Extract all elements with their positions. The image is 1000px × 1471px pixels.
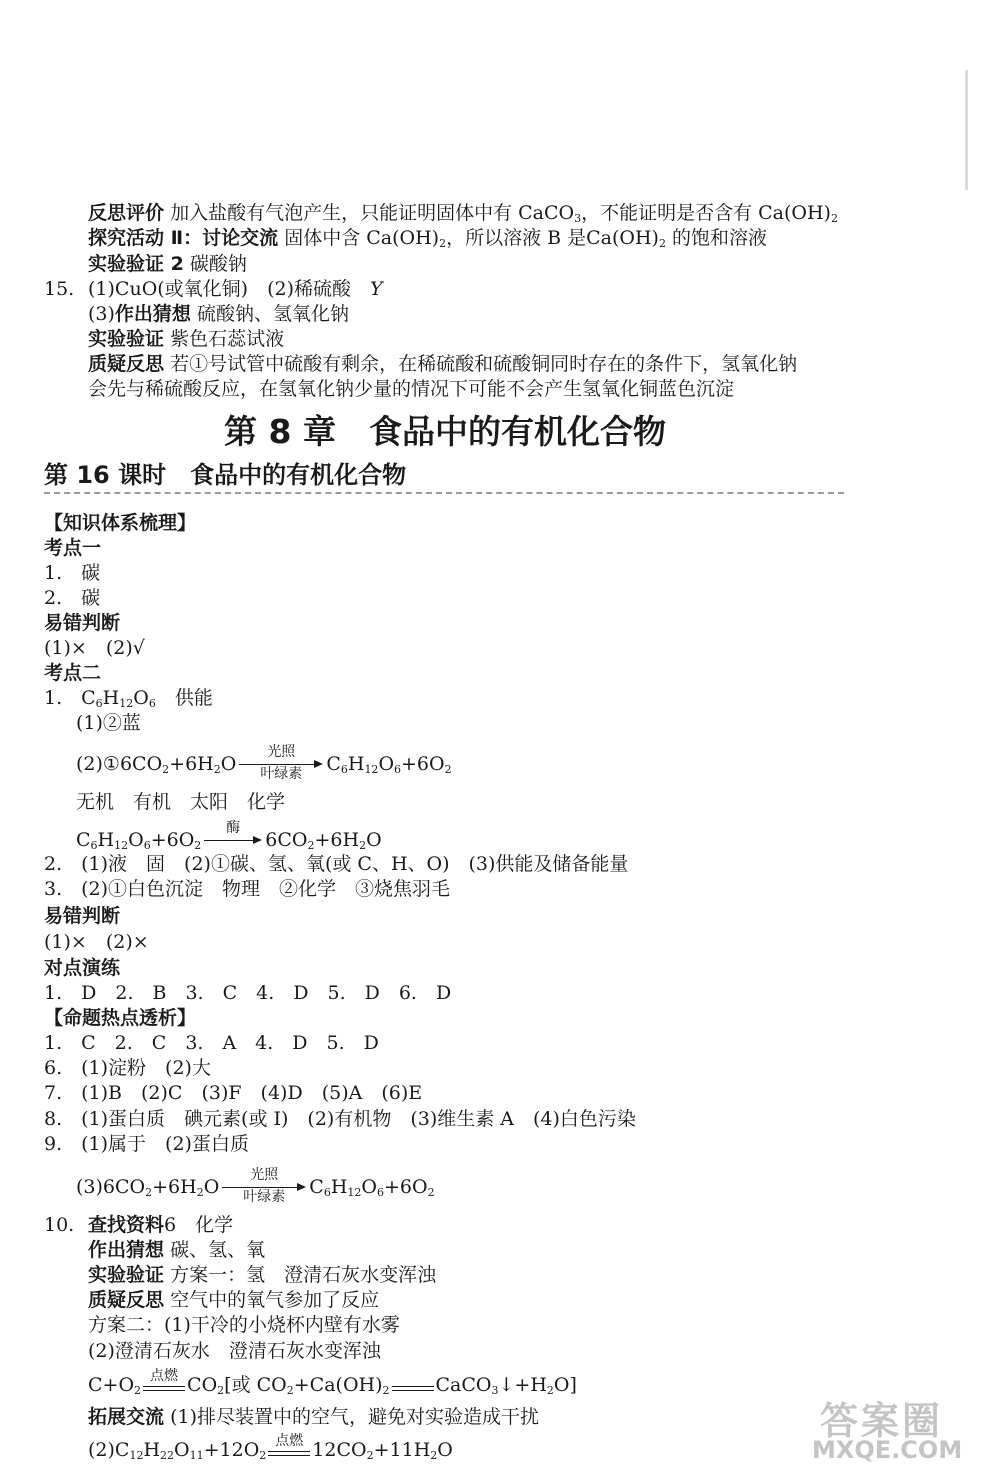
q15-line4: 质疑反思 若①号试管中硫酸有剩余，在稀硫酸和硫酸铜同时存在的条件下，氢氧化钠	[88, 353, 798, 375]
q10-number: 10.	[44, 1214, 75, 1236]
section-title-knowledge: 【知识体系梳理】	[44, 512, 197, 534]
hotspot-answer-1-5: 1. C 2. C 3. A 4. D 5. D	[44, 1032, 379, 1054]
respiration-equation: $C_6H_{12}O_6+6O_2$ 酶 $6CO_2+6H_2O$	[76, 820, 382, 861]
reaction-arrow: 酶	[204, 821, 262, 861]
q10-extension: 拓展交流 (1)排尽装置中的空气，避免对实验造成干扰	[88, 1406, 539, 1428]
err1-heading: 易错判断	[44, 612, 121, 634]
q15-line1: (1)CuO(或氧化铜) (2)稀硫酸 Y	[88, 278, 383, 300]
q10-line1: 查找资料6 化学	[88, 1214, 234, 1236]
q10-doubt: 质疑反思 空气中的氧气参加了反应	[88, 1289, 380, 1311]
watermark-url: MXQE.COM	[812, 1436, 963, 1464]
kp1-heading: 考点一	[44, 537, 102, 559]
lesson-title: 第 16 课时 食品中的有机化合物	[44, 461, 407, 489]
q15-line3: 实验验证 紫色石蕊试液	[88, 328, 285, 350]
dashed-divider	[44, 492, 844, 494]
q10-verify: 实验验证 方案一：氢 澄清石灰水变浑浊	[88, 1264, 437, 1286]
hotspot-answer-9: 9. (1)属于 (2)蛋白质	[44, 1133, 249, 1155]
photosynthesis-equation: $(2)①6CO_2+6H_2O$ 光照 叶绿素 $C_6H_{12}O_6+6O_2$	[76, 744, 452, 785]
verify2-line: 实验验证 2 碳酸钠	[88, 253, 247, 275]
practice-heading: 对点演练	[44, 957, 121, 979]
err2-answers: (1)× (2)×	[44, 931, 149, 953]
combustion-equation: $C+O_2$ 点燃 $CO_2$[或 $CO_2+Ca(OH)_2$ $CaCO_3↓+H_2O$]	[88, 1368, 577, 1403]
q15-number: 15.	[44, 278, 75, 300]
q10-plan2: 方案二：(1)干冷的小烧杯内壁有水雾	[88, 1314, 400, 1336]
page-edge-shadow	[965, 70, 968, 190]
site-watermark	[800, 1390, 990, 1466]
q10-plan2-2: (2)澄清石灰水 澄清石灰水变浑浊	[88, 1340, 381, 1362]
kp1-answer-2: 2. 碳	[44, 587, 101, 609]
energy-words: 无机 有机 太阳 化学	[76, 791, 286, 813]
sucrose-equation: $(2)C_{12}H_{22}O_{11}+12O_2$ 点燃 $12CO_2+11H_2O$	[88, 1433, 453, 1468]
section-title-hotspot: 【命题热点透析】	[44, 1007, 197, 1029]
explore-line: 探究活动 Ⅱ：讨论交流 固体中含 $Ca(OH)_2$，所以溶液 B 是$Ca(OH)_2$ 的饱和溶液	[88, 227, 768, 250]
kp2-answer-3: 3. (2)①白色沉淀 物理 ②化学 ③烧焦羽毛	[44, 878, 451, 900]
hotspot-photosynthesis-equation: $(3)6CO_2+6H_2O$ 光照 叶绿素 $C_6H_{12}O_6+6O_2$	[76, 1167, 435, 1208]
q15-line2: (3)作出猜想 硫酸钠、氢氧化钠	[88, 303, 349, 325]
err1-answers: (1)× (2)√	[44, 637, 145, 659]
hotspot-answer-8: 8. (1)蛋白质 碘元素(或 I) (2)有机物 (3)维生素 A (4)白色污染	[44, 1108, 636, 1130]
err2-heading: 易错判断	[44, 905, 121, 927]
kp2-answer-2: 2. (1)液 固 (2)①碳、氢、氧(或 C、H、O) (3)供能及储备能量	[44, 853, 629, 875]
kp2-heading: 考点二	[44, 662, 102, 684]
kp2-answer-1: 1. $C_6H_{12}O_6$ 供能	[44, 687, 213, 710]
kp1-answer-1: 1. 碳	[44, 562, 101, 584]
hotspot-answer-6: 6. (1)淀粉 (2)大	[44, 1057, 211, 1079]
reflect-line: 反思评价 加入盐酸有气泡产生，只能证明固体中有 CaCO$_3$，不能证明是否含有 $Ca(OH)_2$	[88, 202, 838, 225]
reaction-arrow: 光照 叶绿素	[239, 745, 323, 785]
practice-answers: 1. D 2. B 3. C 4. D 5. D 6. D	[44, 982, 452, 1004]
equal-sign: 点燃	[143, 1369, 185, 1403]
equal-sign	[392, 1369, 434, 1403]
chapter-title: 第 8 章 食品中的有机化合物	[224, 412, 666, 451]
q15-line5: 会先与稀硫酸反应，在氢氧化钠少量的情况下可能不会产生氢氧化铜蓝色沉淀	[88, 378, 735, 400]
kp2-blue: (1)②蓝	[76, 712, 141, 734]
watermark-logo-text: 答案圈	[820, 1399, 944, 1443]
q10-guess: 作出猜想 碳、氢、氧	[88, 1239, 266, 1261]
reaction-arrow: 光照 叶绿素	[222, 1168, 306, 1208]
equal-sign: 点燃	[268, 1434, 310, 1468]
hotspot-answer-7: 7. (1)B (2)C (3)F (4)D (5)A (6)E	[44, 1082, 423, 1104]
